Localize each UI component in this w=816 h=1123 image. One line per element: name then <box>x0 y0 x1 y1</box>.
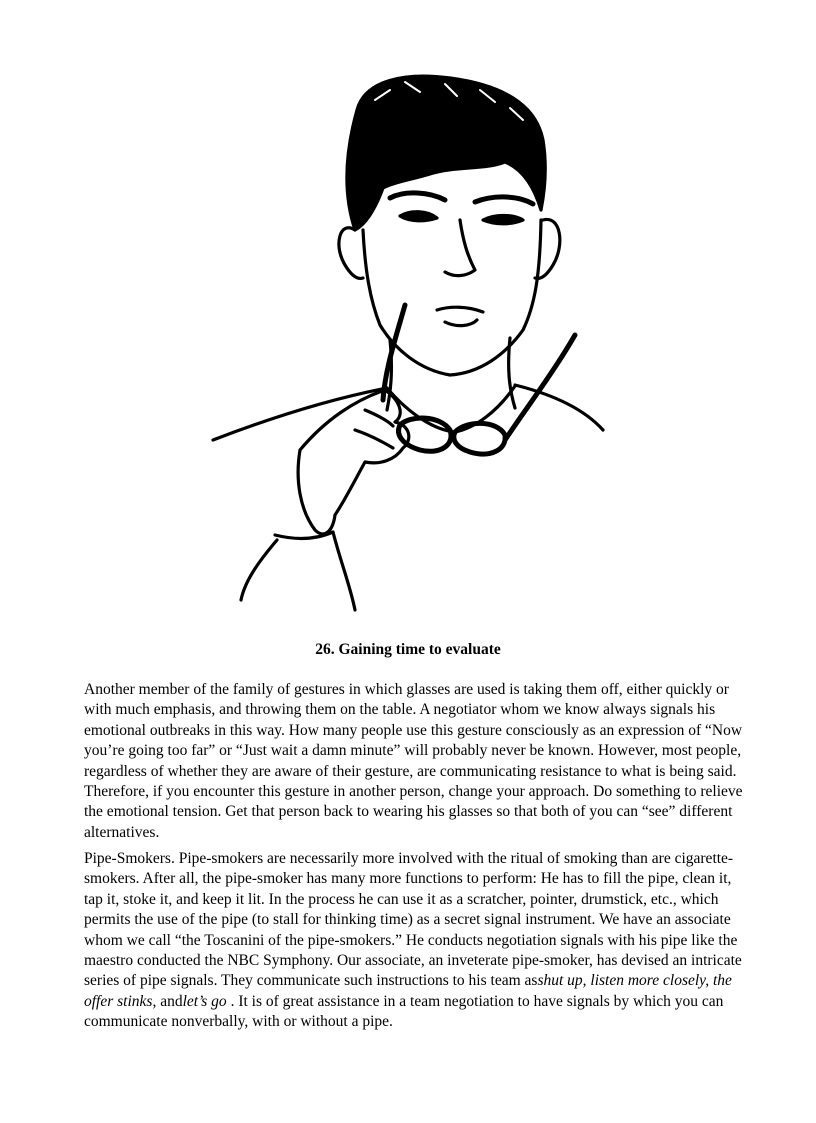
italic-instructions: shut up, listen more closely, the offer stinks, <box>84 972 732 1010</box>
left-ear <box>339 228 363 279</box>
figure-caption: 26. Gaining time to evaluate <box>315 641 501 658</box>
paragraph-glasses: Another member of the family of gestures in which glasses are used is taking them off, either quickly or with much emphasis, and throwing them on the table. A negotiator whom we know always signals his emotional outbreaks in this way. How many people use this gesture consciously as an expression of “Now you’re going too far” or “Just wait a damn minute” will probably never be known. However, most people, regardless of whether they are aware of their gesture, are communicating resistance to what is being said. Therefore, if you encounter this gesture in another person, change your approach. Do something to relieve the emotional tension. Get that person back to wearing his glasses so that both of you can “see” different alternatives. <box>84 681 743 841</box>
fingers <box>355 410 393 448</box>
line-drawing <box>205 70 625 625</box>
paragraph-pipe-smokers <box>84 849 744 1033</box>
nose <box>445 220 475 276</box>
paragraph-text-end: . It is of great assistance in a team negotiation to have signals by which you can communicate nonverbally, with or without a pipe. <box>84 992 724 1031</box>
italic-lets-go: let’s go <box>182 992 227 1010</box>
sleeve <box>241 532 355 610</box>
illustration-man-holding-glasses <box>205 70 625 625</box>
eyebrows <box>390 193 533 204</box>
hand <box>298 390 409 534</box>
mouth <box>437 307 483 325</box>
glasses-lenses <box>399 418 506 454</box>
paragraph-text-start: Pipe-Smokers. Pipe-smokers are necessarily more involved with the ritual of smoking than are cigarette-smokers. After all, the pipe-smoker has many more functions to perform: He has to fill the pipe, clean it, tap it, stoke it, and keep it lit. In the process he can use it as a scratcher, pointer, drumstick, etc., which permits the use of the pipe (to stall for thinking time) as a secret signal instrument. We have an associate whom we call “the Toscanini of the pipe-smokers.” He conducts negotiation signals with his pipe like the maestro conducted the NBC Symphony. Our associate, an inveterate pipe-smoker, has devised an intricate series of pipe signals. They communicate such instructions to his team as <box>84 850 742 990</box>
paragraph-text-mid: and <box>156 992 183 1010</box>
